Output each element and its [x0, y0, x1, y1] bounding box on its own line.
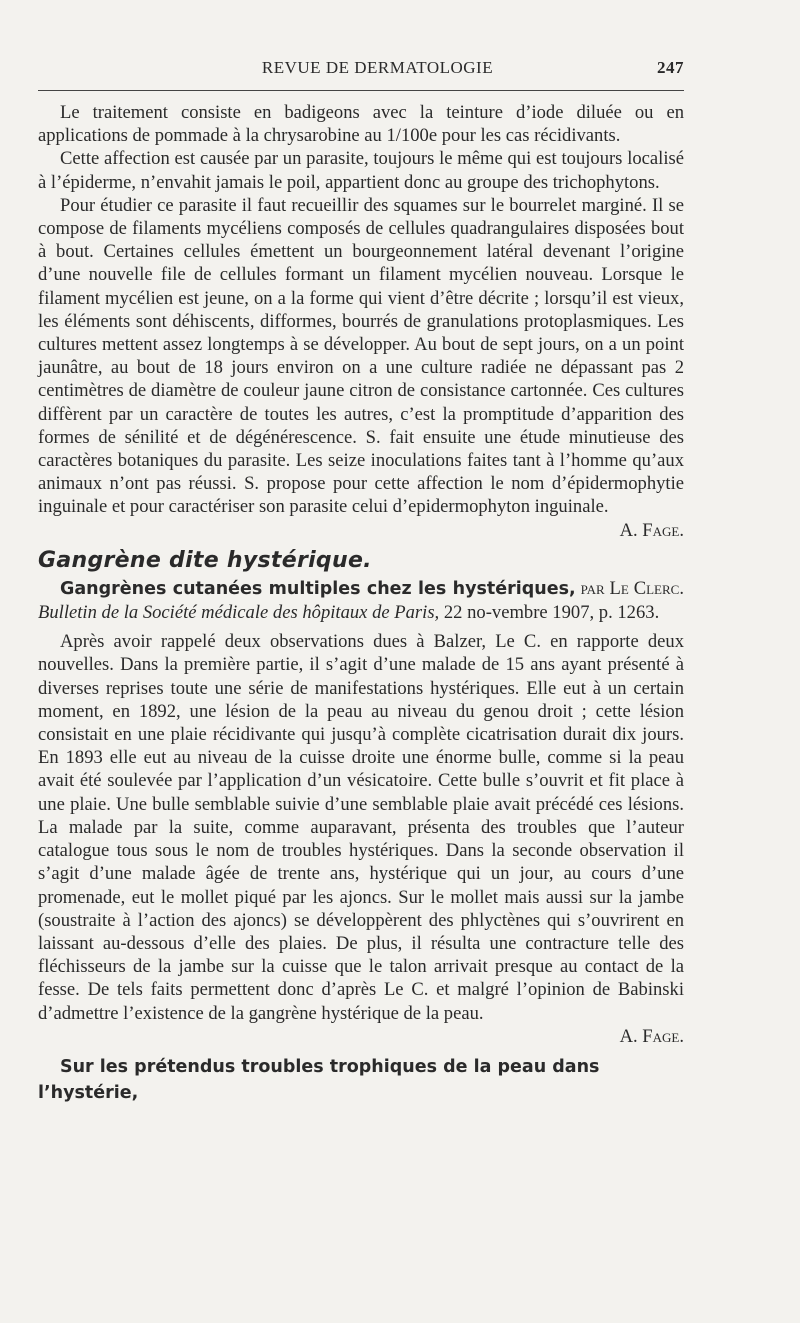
bibliographic-reference [38, 577, 684, 624]
running-header [38, 58, 684, 86]
reference-title: Gangrènes cutanées multiples chez les hystériques, [60, 578, 576, 599]
section-heading: Gangrène dite hystérique. [38, 547, 372, 573]
journal-title: REVUE DE DERMATOLOGIE [261, 58, 494, 77]
reference-author: par Le Clerc. [580, 577, 684, 599]
signature: A. Fage. [619, 519, 684, 541]
paragraph: Cette affection est causée par un parasite, toujours le même qui est toujours localisé à l’épiderme, n’envahit jamais le poil, appartient donc au groupe des trichophytons. [38, 148, 684, 193]
document-page [38, 58, 684, 1106]
paragraph: Le traitement consiste en badigeons avec la teinture d’iode diluée ou en applications de pommade à la chrysarobine au 1/100e pour les cas récidivants. [38, 102, 684, 147]
page-number: 247 [657, 58, 684, 77]
paragraph: Après avoir rappelé deux observations dues à Balzer, Le C. en rapporte deux nouvelles. Dans la première partie, il s’agit d’une malade de 15 ans ayant présenté à diverses reprises toute une série de manifestations hystériques. Elle eut à un certain moment, en 1892, une lésion de la peau au niveau du genou droit ; cette lésion consistait en une plaie récidivante qui jusqu’à complète cicatrisation durait dix jours. En 1893 elle eut au niveau de la cuisse droite une énorme bulle, comme si la peau avait été soulevée par l’application d’un vésicatoire. Cette bulle s’ouvrit et fit place à une plaie. Une bulle semblable suivie d’une semblable plaie avait précédé ces lésions. La malade par la suite, comme auparavant, présenta des troubles que l’auteur catalogue tous sous le nom de troubles hystériques. Dans la seconde observation il s’agit d’une malade âgée de trente ans, hystérique qui un jour, au cours d’une promenade, eut le mollet piqué par les ajoncs. Sur le mollet mais aussi sur la jambe (soustraite à l’action des ajoncs) se développèrent des phlyctènes qui s’ouvrirent en laissant au-dessous d’elle des plaies. De plus, il résulta une contracture telle des fléchisseurs de la jambe sur la cuisse que le talon arrivait presque au contact de la fesse. De tels faits permettent donc d’après Le C. et malgré l’opinion de Babinski d’admettre l’existence de la gangrène hystérique de la peau. [38, 631, 684, 1024]
paragraph: Pour étudier ce parasite il faut recueillir des squames sur le bourrelet marginé. Il se compose de filaments mycéliens composés de cellules quadrangulaires disposées bout à bout. Certaines cellules émettent un bourgeonnement latéral devenant l’origine d’une nouvelle file de cellules formant un filament mycélien nouveau. Lorsque le filament mycélien est jeune, on a la forme qui vient d’être décrite ; lorsqu’il est vieux, les éléments sont déhiscents, difformes, bourrés de granulations protoplasmiques. Les cultures mettent assez longtemps à se développer. Au bout de sept jours, on a un point jaunâtre, au bout de 18 jours environ on a une culture radiée ne dépassant pas 2 centimètres de diamètre de couleur jaune citron de consistance cartonnée. Ces cultures diffèrent par un caractère de toutes les autres, c’est la promptitude d’apparition des formes de sénilité et de dégénérescence. S. fait ensuite une étude minutieuse des caractères botaniques du parasite. Les seize inoculations faites tant à l’homme qu’aux animaux n’ont pas réussi. S. propose pour cette affection le nom d’épidermophytie inguinale et pour caractériser son parasite celui d’epidermophyton inguinale. [38, 194, 684, 518]
reference-journal: Bulletin de la Société médicale des hôpitaux de Paris, [38, 602, 440, 624]
header-rule [38, 90, 684, 91]
reference-date: 22 no-vembre 1907, p. 1263. [443, 602, 660, 624]
signature: A. Fage. [619, 1025, 684, 1047]
next-article-heading: Sur les prétendus troubles trophiques de la peau dans l’hystérie, [38, 1056, 600, 1103]
signature-line [38, 1025, 684, 1048]
signature-line [38, 519, 684, 542]
